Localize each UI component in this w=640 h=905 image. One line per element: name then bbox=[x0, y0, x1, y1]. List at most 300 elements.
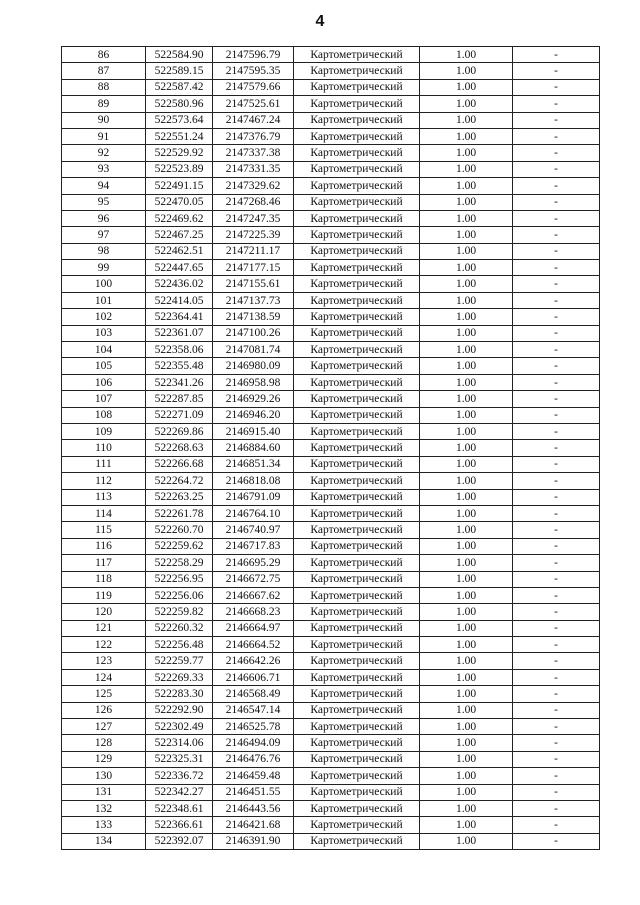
description-cell: - bbox=[513, 505, 600, 521]
error-cell: 1.00 bbox=[420, 423, 513, 439]
x-coordinate-cell: 522491.15 bbox=[146, 178, 213, 194]
y-coordinate-cell: 2147155.61 bbox=[213, 276, 294, 292]
error-cell: 1.00 bbox=[420, 227, 513, 243]
y-coordinate-cell: 2147247.35 bbox=[213, 210, 294, 226]
table-row bbox=[62, 735, 600, 751]
point-number-cell: 129 bbox=[62, 751, 146, 767]
x-coordinate-cell: 522256.06 bbox=[146, 587, 213, 603]
y-coordinate-cell: 2147100.26 bbox=[213, 325, 294, 341]
y-coordinate-cell: 2146980.09 bbox=[213, 358, 294, 374]
point-number-cell: 127 bbox=[62, 719, 146, 735]
table-row bbox=[62, 604, 600, 620]
y-coordinate-cell: 2146851.34 bbox=[213, 456, 294, 472]
table-row bbox=[62, 473, 600, 489]
table-row bbox=[62, 96, 600, 112]
table-row bbox=[62, 784, 600, 800]
error-cell: 1.00 bbox=[420, 505, 513, 521]
x-coordinate-cell: 522414.05 bbox=[146, 292, 213, 308]
table-row bbox=[62, 702, 600, 718]
y-coordinate-cell: 2147225.39 bbox=[213, 227, 294, 243]
error-cell: 1.00 bbox=[420, 702, 513, 718]
x-coordinate-cell: 522589.15 bbox=[146, 63, 213, 79]
description-cell: - bbox=[513, 178, 600, 194]
description-cell: - bbox=[513, 620, 600, 636]
point-number-cell: 133 bbox=[62, 817, 146, 833]
point-number-cell: 132 bbox=[62, 800, 146, 816]
table-row bbox=[62, 47, 600, 63]
point-number-cell: 87 bbox=[62, 63, 146, 79]
error-cell: 1.00 bbox=[420, 63, 513, 79]
error-cell: 1.00 bbox=[420, 719, 513, 735]
y-coordinate-cell: 2146525.78 bbox=[213, 719, 294, 735]
y-coordinate-cell: 2147211.17 bbox=[213, 243, 294, 259]
y-coordinate-cell: 2146391.90 bbox=[213, 833, 294, 849]
point-number-cell: 117 bbox=[62, 555, 146, 571]
point-number-cell: 116 bbox=[62, 538, 146, 554]
point-number-cell: 107 bbox=[62, 391, 146, 407]
point-number-cell: 118 bbox=[62, 571, 146, 587]
table-row bbox=[62, 669, 600, 685]
x-coordinate-cell: 522584.90 bbox=[146, 47, 213, 63]
method-cell: Картометрический bbox=[294, 63, 420, 79]
description-cell: - bbox=[513, 833, 600, 849]
method-cell: Картометрический bbox=[294, 178, 420, 194]
method-cell: Картометрический bbox=[294, 440, 420, 456]
table-row bbox=[62, 768, 600, 784]
method-cell: Картометрический bbox=[294, 374, 420, 390]
table-row bbox=[62, 309, 600, 325]
point-number-cell: 113 bbox=[62, 489, 146, 505]
method-cell: Картометрический bbox=[294, 407, 420, 423]
description-cell: - bbox=[513, 309, 600, 325]
method-cell: Картометрический bbox=[294, 194, 420, 210]
error-cell: 1.00 bbox=[420, 161, 513, 177]
error-cell: 1.00 bbox=[420, 178, 513, 194]
point-number-cell: 125 bbox=[62, 686, 146, 702]
y-coordinate-cell: 2146764.10 bbox=[213, 505, 294, 521]
table-row bbox=[62, 260, 600, 276]
error-cell: 1.00 bbox=[420, 800, 513, 816]
error-cell: 1.00 bbox=[420, 374, 513, 390]
x-coordinate-cell: 522447.65 bbox=[146, 260, 213, 276]
point-number-cell: 112 bbox=[62, 473, 146, 489]
x-coordinate-cell: 522361.07 bbox=[146, 325, 213, 341]
x-coordinate-cell: 522364.41 bbox=[146, 309, 213, 325]
point-number-cell: 121 bbox=[62, 620, 146, 636]
method-cell: Картометрический bbox=[294, 784, 420, 800]
error-cell: 1.00 bbox=[420, 768, 513, 784]
y-coordinate-cell: 2146791.09 bbox=[213, 489, 294, 505]
x-coordinate-cell: 522258.29 bbox=[146, 555, 213, 571]
point-number-cell: 103 bbox=[62, 325, 146, 341]
y-coordinate-cell: 2146717.83 bbox=[213, 538, 294, 554]
method-cell: Картометрический bbox=[294, 260, 420, 276]
point-number-cell: 114 bbox=[62, 505, 146, 521]
x-coordinate-cell: 522523.89 bbox=[146, 161, 213, 177]
description-cell: - bbox=[513, 751, 600, 767]
description-cell: - bbox=[513, 260, 600, 276]
x-coordinate-cell: 522259.82 bbox=[146, 604, 213, 620]
point-number-cell: 104 bbox=[62, 342, 146, 358]
y-coordinate-cell: 2147376.79 bbox=[213, 128, 294, 144]
error-cell: 1.00 bbox=[420, 210, 513, 226]
error-cell: 1.00 bbox=[420, 587, 513, 603]
method-cell: Картометрический bbox=[294, 735, 420, 751]
point-number-cell: 92 bbox=[62, 145, 146, 161]
description-cell: - bbox=[513, 440, 600, 456]
description-cell: - bbox=[513, 374, 600, 390]
x-coordinate-cell: 522269.86 bbox=[146, 423, 213, 439]
table-row bbox=[62, 358, 600, 374]
page-number: 4 bbox=[315, 13, 325, 30]
point-number-cell: 97 bbox=[62, 227, 146, 243]
point-number-cell: 105 bbox=[62, 358, 146, 374]
description-cell: - bbox=[513, 47, 600, 63]
table-row bbox=[62, 719, 600, 735]
error-cell: 1.00 bbox=[420, 309, 513, 325]
y-coordinate-cell: 2146672.75 bbox=[213, 571, 294, 587]
point-number-cell: 101 bbox=[62, 292, 146, 308]
description-cell: - bbox=[513, 227, 600, 243]
x-coordinate-cell: 522259.62 bbox=[146, 538, 213, 554]
coordinates-table-body bbox=[62, 47, 600, 850]
table-row bbox=[62, 391, 600, 407]
y-coordinate-cell: 2146606.71 bbox=[213, 669, 294, 685]
x-coordinate-cell: 522436.02 bbox=[146, 276, 213, 292]
table-row bbox=[62, 620, 600, 636]
y-coordinate-cell: 2146476.76 bbox=[213, 751, 294, 767]
x-coordinate-cell: 522366.61 bbox=[146, 817, 213, 833]
error-cell: 1.00 bbox=[420, 620, 513, 636]
description-cell: - bbox=[513, 112, 600, 128]
description-cell: - bbox=[513, 669, 600, 685]
table-row bbox=[62, 833, 600, 849]
point-number-cell: 100 bbox=[62, 276, 146, 292]
x-coordinate-cell: 522573.64 bbox=[146, 112, 213, 128]
x-coordinate-cell: 522551.24 bbox=[146, 128, 213, 144]
table-row bbox=[62, 79, 600, 95]
y-coordinate-cell: 2147596.79 bbox=[213, 47, 294, 63]
error-cell: 1.00 bbox=[420, 538, 513, 554]
x-coordinate-cell: 522268.63 bbox=[146, 440, 213, 456]
point-number-cell: 111 bbox=[62, 456, 146, 472]
point-number-cell: 99 bbox=[62, 260, 146, 276]
x-coordinate-cell: 522467.25 bbox=[146, 227, 213, 243]
error-cell: 1.00 bbox=[420, 751, 513, 767]
error-cell: 1.00 bbox=[420, 342, 513, 358]
x-coordinate-cell: 522264.72 bbox=[146, 473, 213, 489]
x-coordinate-cell: 522587.42 bbox=[146, 79, 213, 95]
x-coordinate-cell: 522336.72 bbox=[146, 768, 213, 784]
error-cell: 1.00 bbox=[420, 260, 513, 276]
description-cell: - bbox=[513, 817, 600, 833]
error-cell: 1.00 bbox=[420, 653, 513, 669]
error-cell: 1.00 bbox=[420, 47, 513, 63]
table-row bbox=[62, 407, 600, 423]
point-number-cell: 134 bbox=[62, 833, 146, 849]
x-coordinate-cell: 522470.05 bbox=[146, 194, 213, 210]
method-cell: Картометрический bbox=[294, 817, 420, 833]
x-coordinate-cell: 522259.77 bbox=[146, 653, 213, 669]
y-coordinate-cell: 2146642.26 bbox=[213, 653, 294, 669]
method-cell: Картометрический bbox=[294, 669, 420, 685]
method-cell: Картометрический bbox=[294, 292, 420, 308]
error-cell: 1.00 bbox=[420, 817, 513, 833]
description-cell: - bbox=[513, 276, 600, 292]
x-coordinate-cell: 522266.68 bbox=[146, 456, 213, 472]
method-cell: Картометрический bbox=[294, 342, 420, 358]
description-cell: - bbox=[513, 637, 600, 653]
x-coordinate-cell: 522283.30 bbox=[146, 686, 213, 702]
table-row bbox=[62, 555, 600, 571]
table-row bbox=[62, 440, 600, 456]
description-cell: - bbox=[513, 456, 600, 472]
error-cell: 1.00 bbox=[420, 96, 513, 112]
table-row bbox=[62, 456, 600, 472]
error-cell: 1.00 bbox=[420, 128, 513, 144]
method-cell: Картометрический bbox=[294, 276, 420, 292]
point-number-cell: 88 bbox=[62, 79, 146, 95]
error-cell: 1.00 bbox=[420, 473, 513, 489]
error-cell: 1.00 bbox=[420, 79, 513, 95]
method-cell: Картометрический bbox=[294, 210, 420, 226]
method-cell: Картометрический bbox=[294, 96, 420, 112]
x-coordinate-cell: 522355.48 bbox=[146, 358, 213, 374]
y-coordinate-cell: 2147268.46 bbox=[213, 194, 294, 210]
method-cell: Картометрический bbox=[294, 325, 420, 341]
error-cell: 1.00 bbox=[420, 489, 513, 505]
description-cell: - bbox=[513, 194, 600, 210]
table-row bbox=[62, 489, 600, 505]
description-cell: - bbox=[513, 161, 600, 177]
table-row bbox=[62, 571, 600, 587]
error-cell: 1.00 bbox=[420, 833, 513, 849]
point-number-cell: 122 bbox=[62, 637, 146, 653]
error-cell: 1.00 bbox=[420, 522, 513, 538]
point-number-cell: 131 bbox=[62, 784, 146, 800]
point-number-cell: 94 bbox=[62, 178, 146, 194]
method-cell: Картометрический bbox=[294, 604, 420, 620]
table-row bbox=[62, 423, 600, 439]
table-row bbox=[62, 637, 600, 653]
y-coordinate-cell: 2147525.61 bbox=[213, 96, 294, 112]
y-coordinate-cell: 2146695.29 bbox=[213, 555, 294, 571]
point-number-cell: 108 bbox=[62, 407, 146, 423]
y-coordinate-cell: 2146494.09 bbox=[213, 735, 294, 751]
x-coordinate-cell: 522469.62 bbox=[146, 210, 213, 226]
y-coordinate-cell: 2146443.56 bbox=[213, 800, 294, 816]
description-cell: - bbox=[513, 358, 600, 374]
x-coordinate-cell: 522348.61 bbox=[146, 800, 213, 816]
description-cell: - bbox=[513, 391, 600, 407]
error-cell: 1.00 bbox=[420, 555, 513, 571]
point-number-cell: 90 bbox=[62, 112, 146, 128]
description-cell: - bbox=[513, 800, 600, 816]
method-cell: Картометрический bbox=[294, 719, 420, 735]
error-cell: 1.00 bbox=[420, 686, 513, 702]
x-coordinate-cell: 522341.26 bbox=[146, 374, 213, 390]
method-cell: Картометрический bbox=[294, 145, 420, 161]
method-cell: Картометрический bbox=[294, 702, 420, 718]
point-number-cell: 89 bbox=[62, 96, 146, 112]
method-cell: Картометрический bbox=[294, 112, 420, 128]
x-coordinate-cell: 522529.92 bbox=[146, 145, 213, 161]
point-number-cell: 91 bbox=[62, 128, 146, 144]
description-cell: - bbox=[513, 735, 600, 751]
method-cell: Картометрический bbox=[294, 309, 420, 325]
method-cell: Картометрический bbox=[294, 227, 420, 243]
method-cell: Картометрический bbox=[294, 800, 420, 816]
y-coordinate-cell: 2147081.74 bbox=[213, 342, 294, 358]
point-number-cell: 86 bbox=[62, 47, 146, 63]
error-cell: 1.00 bbox=[420, 276, 513, 292]
table-row bbox=[62, 227, 600, 243]
description-cell: - bbox=[513, 653, 600, 669]
description-cell: - bbox=[513, 587, 600, 603]
y-coordinate-cell: 2147177.15 bbox=[213, 260, 294, 276]
method-cell: Картометрический bbox=[294, 358, 420, 374]
y-coordinate-cell: 2146459.48 bbox=[213, 768, 294, 784]
description-cell: - bbox=[513, 538, 600, 554]
table-row bbox=[62, 243, 600, 259]
error-cell: 1.00 bbox=[420, 358, 513, 374]
method-cell: Картометрический bbox=[294, 473, 420, 489]
description-cell: - bbox=[513, 96, 600, 112]
x-coordinate-cell: 522271.09 bbox=[146, 407, 213, 423]
x-coordinate-cell: 522358.06 bbox=[146, 342, 213, 358]
error-cell: 1.00 bbox=[420, 637, 513, 653]
point-number-cell: 98 bbox=[62, 243, 146, 259]
error-cell: 1.00 bbox=[420, 407, 513, 423]
description-cell: - bbox=[513, 702, 600, 718]
point-number-cell: 124 bbox=[62, 669, 146, 685]
description-cell: - bbox=[513, 423, 600, 439]
point-number-cell: 96 bbox=[62, 210, 146, 226]
method-cell: Картометрический bbox=[294, 243, 420, 259]
table-row bbox=[62, 63, 600, 79]
error-cell: 1.00 bbox=[420, 325, 513, 341]
point-number-cell: 110 bbox=[62, 440, 146, 456]
description-cell: - bbox=[513, 768, 600, 784]
method-cell: Картометрический bbox=[294, 571, 420, 587]
y-coordinate-cell: 2146421.68 bbox=[213, 817, 294, 833]
x-coordinate-cell: 522314.06 bbox=[146, 735, 213, 751]
method-cell: Картометрический bbox=[294, 620, 420, 636]
description-cell: - bbox=[513, 686, 600, 702]
y-coordinate-cell: 2146958.98 bbox=[213, 374, 294, 390]
description-cell: - bbox=[513, 243, 600, 259]
method-cell: Картометрический bbox=[294, 391, 420, 407]
y-coordinate-cell: 2147138.59 bbox=[213, 309, 294, 325]
error-cell: 1.00 bbox=[420, 145, 513, 161]
method-cell: Картометрический bbox=[294, 47, 420, 63]
description-cell: - bbox=[513, 473, 600, 489]
y-coordinate-cell: 2147331.35 bbox=[213, 161, 294, 177]
method-cell: Картометрический bbox=[294, 587, 420, 603]
y-coordinate-cell: 2146664.52 bbox=[213, 637, 294, 653]
table-row bbox=[62, 325, 600, 341]
x-coordinate-cell: 522256.48 bbox=[146, 637, 213, 653]
description-cell: - bbox=[513, 489, 600, 505]
y-coordinate-cell: 2146568.49 bbox=[213, 686, 294, 702]
table-row bbox=[62, 817, 600, 833]
description-cell: - bbox=[513, 210, 600, 226]
description-cell: - bbox=[513, 63, 600, 79]
table-row bbox=[62, 374, 600, 390]
point-number-cell: 123 bbox=[62, 653, 146, 669]
point-number-cell: 130 bbox=[62, 768, 146, 784]
error-cell: 1.00 bbox=[420, 194, 513, 210]
x-coordinate-cell: 522302.49 bbox=[146, 719, 213, 735]
method-cell: Картометрический bbox=[294, 686, 420, 702]
table-row bbox=[62, 538, 600, 554]
table-row bbox=[62, 276, 600, 292]
point-number-cell: 109 bbox=[62, 423, 146, 439]
method-cell: Картометрический bbox=[294, 637, 420, 653]
error-cell: 1.00 bbox=[420, 784, 513, 800]
error-cell: 1.00 bbox=[420, 440, 513, 456]
x-coordinate-cell: 522269.33 bbox=[146, 669, 213, 685]
description-cell: - bbox=[513, 522, 600, 538]
error-cell: 1.00 bbox=[420, 243, 513, 259]
description-cell: - bbox=[513, 719, 600, 735]
description-cell: - bbox=[513, 292, 600, 308]
point-number-cell: 120 bbox=[62, 604, 146, 620]
method-cell: Картометрический bbox=[294, 522, 420, 538]
coordinates-table bbox=[61, 46, 600, 850]
y-coordinate-cell: 2146915.40 bbox=[213, 423, 294, 439]
y-coordinate-cell: 2146946.20 bbox=[213, 407, 294, 423]
x-coordinate-cell: 522263.25 bbox=[146, 489, 213, 505]
table-row bbox=[62, 178, 600, 194]
method-cell: Картометрический bbox=[294, 538, 420, 554]
y-coordinate-cell: 2147595.35 bbox=[213, 63, 294, 79]
point-number-cell: 119 bbox=[62, 587, 146, 603]
point-number-cell: 126 bbox=[62, 702, 146, 718]
y-coordinate-cell: 2146740.97 bbox=[213, 522, 294, 538]
table-row bbox=[62, 128, 600, 144]
method-cell: Картометрический bbox=[294, 505, 420, 521]
y-coordinate-cell: 2146668.23 bbox=[213, 604, 294, 620]
point-number-cell: 102 bbox=[62, 309, 146, 325]
table-row bbox=[62, 194, 600, 210]
description-cell: - bbox=[513, 407, 600, 423]
y-coordinate-cell: 2147337.38 bbox=[213, 145, 294, 161]
description-cell: - bbox=[513, 79, 600, 95]
method-cell: Картометрический bbox=[294, 751, 420, 767]
x-coordinate-cell: 522256.95 bbox=[146, 571, 213, 587]
y-coordinate-cell: 2147467.24 bbox=[213, 112, 294, 128]
x-coordinate-cell: 522287.85 bbox=[146, 391, 213, 407]
table-row bbox=[62, 145, 600, 161]
method-cell: Картометрический bbox=[294, 489, 420, 505]
method-cell: Картометрический bbox=[294, 653, 420, 669]
x-coordinate-cell: 522292.90 bbox=[146, 702, 213, 718]
x-coordinate-cell: 522260.70 bbox=[146, 522, 213, 538]
x-coordinate-cell: 522325.31 bbox=[146, 751, 213, 767]
y-coordinate-cell: 2146929.26 bbox=[213, 391, 294, 407]
table-row bbox=[62, 653, 600, 669]
error-cell: 1.00 bbox=[420, 292, 513, 308]
table-row bbox=[62, 587, 600, 603]
method-cell: Картометрический bbox=[294, 423, 420, 439]
method-cell: Картометрический bbox=[294, 161, 420, 177]
table-row bbox=[62, 751, 600, 767]
table-row bbox=[62, 210, 600, 226]
error-cell: 1.00 bbox=[420, 456, 513, 472]
x-coordinate-cell: 522342.27 bbox=[146, 784, 213, 800]
description-cell: - bbox=[513, 128, 600, 144]
